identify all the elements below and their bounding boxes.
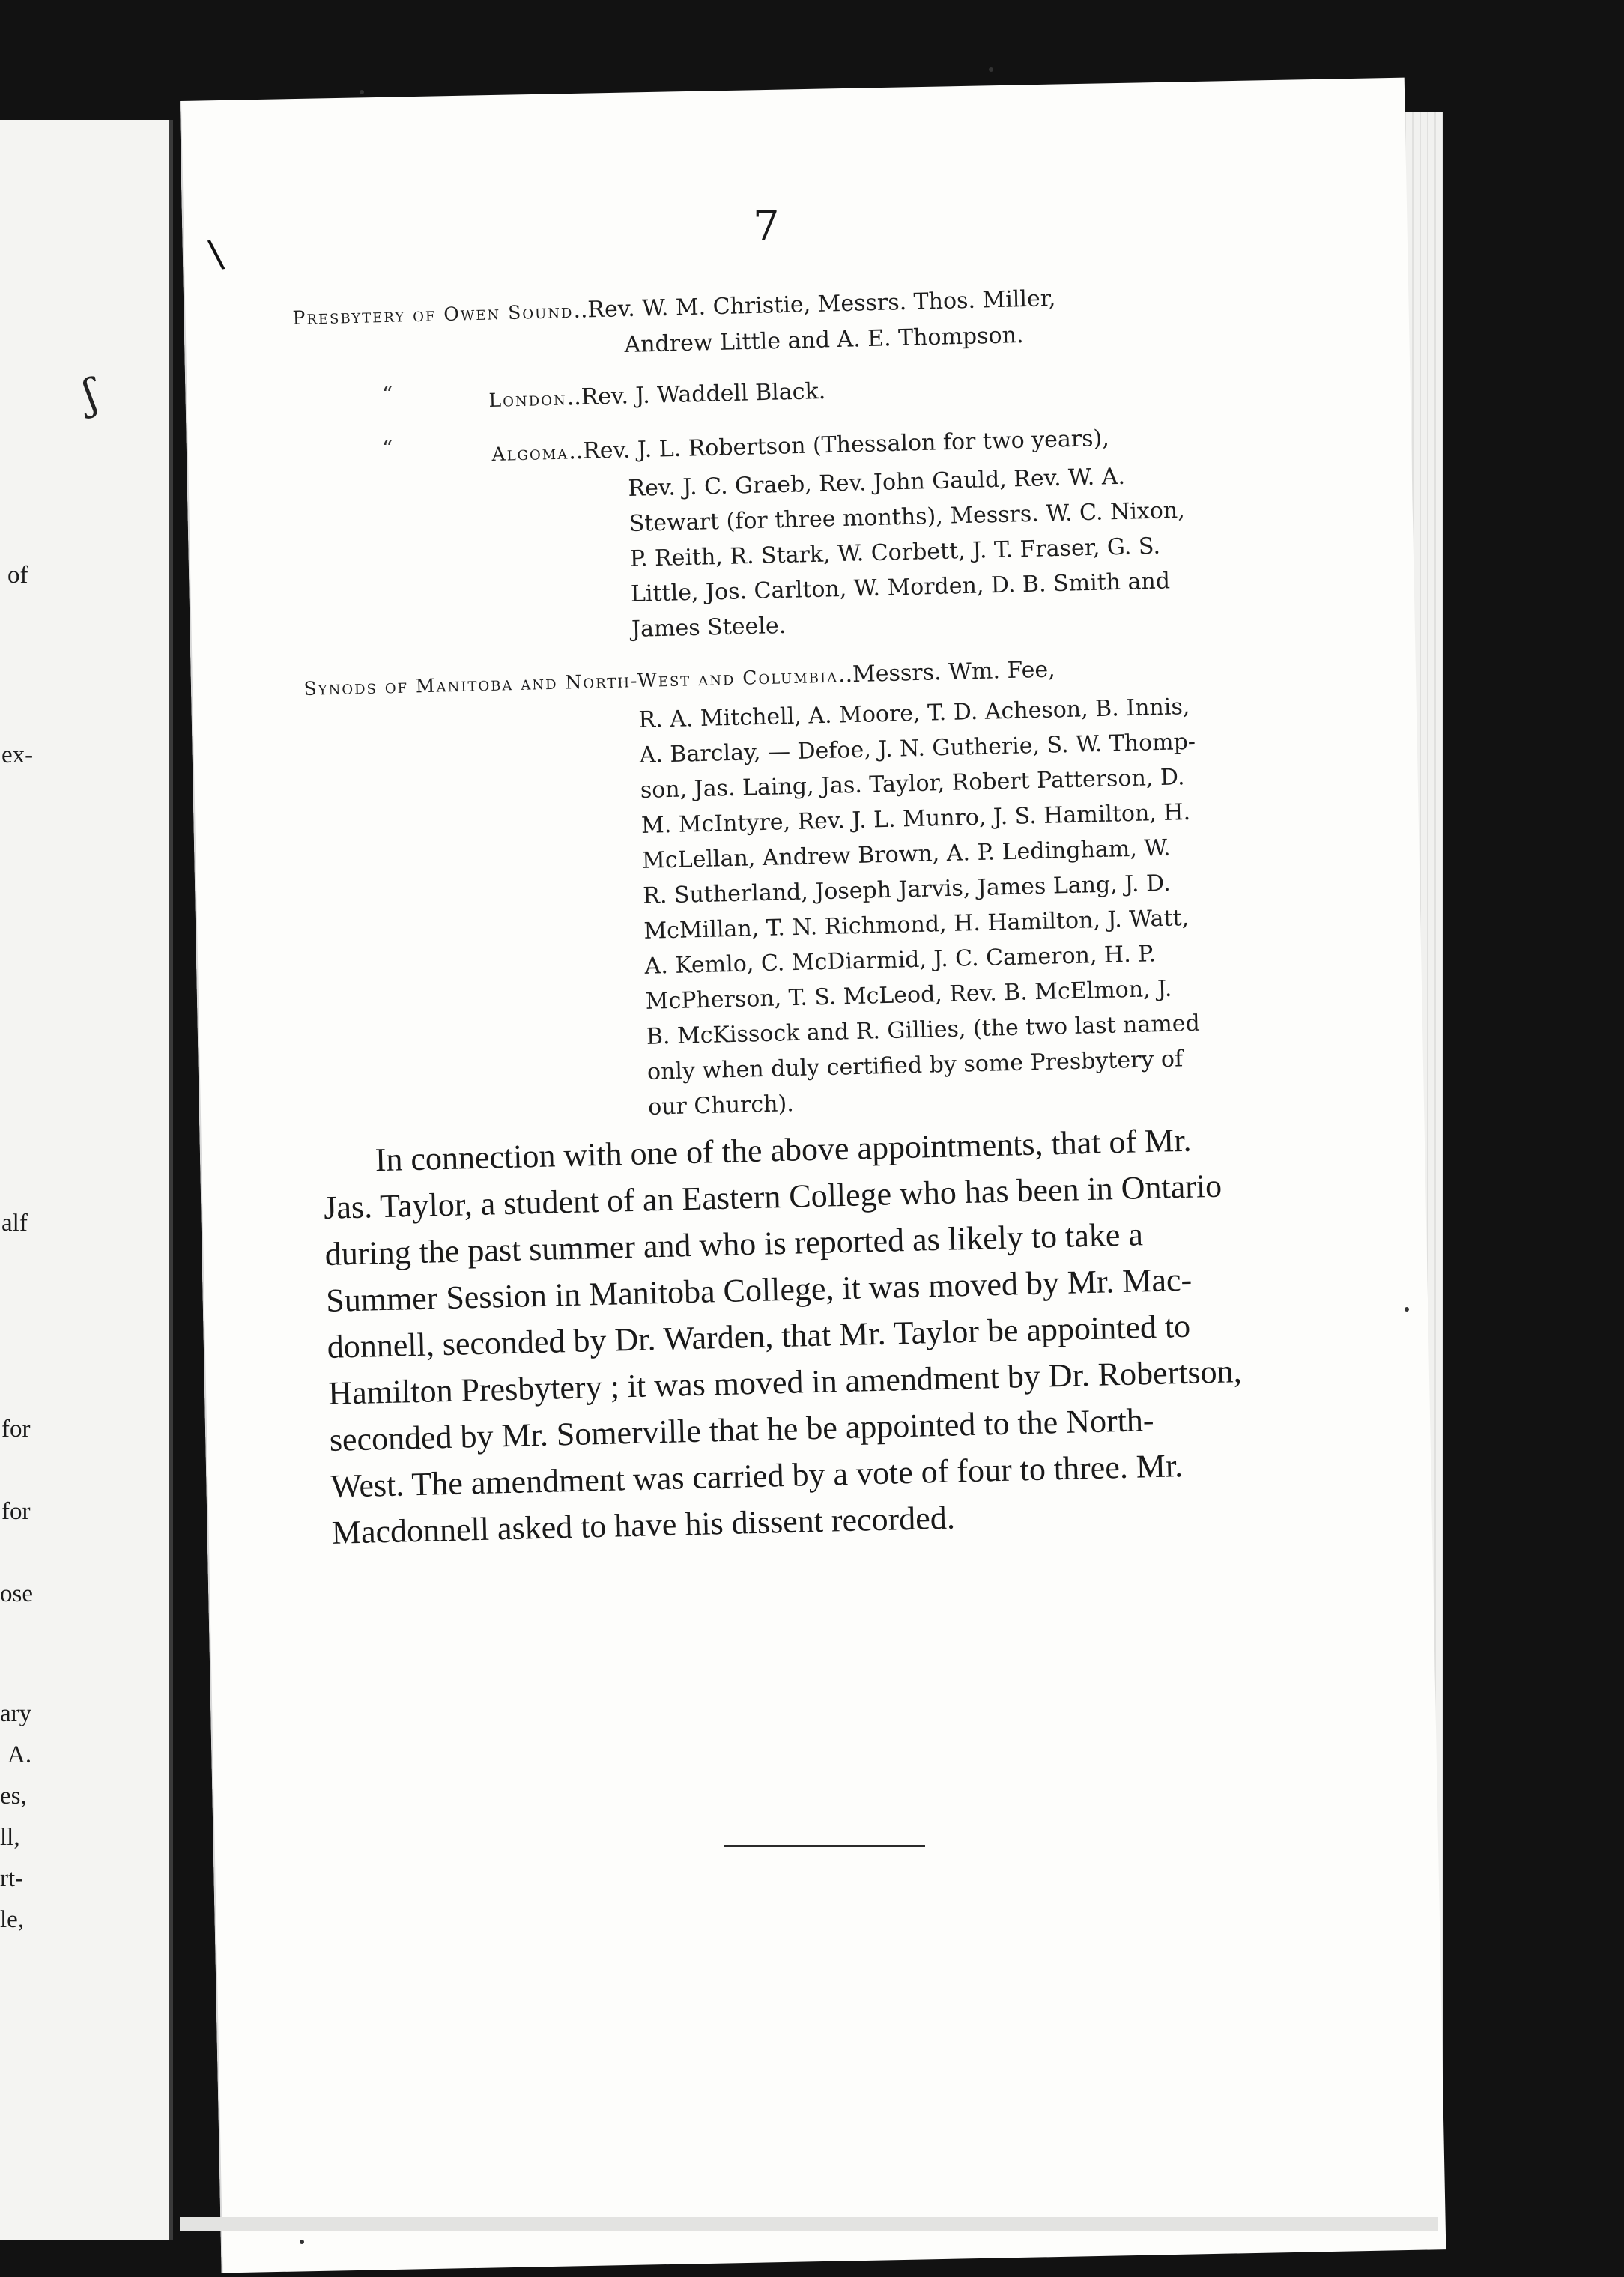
entry-text: ..Rev. J. Waddell Black. — [566, 378, 826, 411]
left-fragment: for — [1, 1416, 31, 1443]
left-fragment: ll, — [0, 1824, 20, 1851]
entry-text: McLellan, Andrew Brown, A. P. Ledingham, W. — [641, 834, 1171, 874]
left-fragment: A. — [7, 1741, 32, 1768]
left-fragment: ex- — [1, 742, 34, 768]
entry-text: son, Jas. Laing, Jas. Taylor, Robert Patterson, D. — [640, 764, 1185, 804]
entry-text: ..Messrs. Wm. Fee, — [837, 656, 1056, 688]
entry-algoma-cont — [628, 458, 1188, 647]
entry-text: ..Rev. J. L. Robertson (Thessalon for two years), — [568, 425, 1110, 465]
paragraph-line: seconded by Mr. Somerville that he be appointed to the North- — [329, 1401, 1155, 1458]
entry-text: James Steele. — [631, 612, 787, 643]
left-page — [0, 120, 173, 2240]
entry-text: A. Barclay, — Defoe, J. N. Gutherie, S. W. Thomp- — [639, 728, 1196, 768]
paragraph-line: Macdonnell asked to have his dissent recorded. — [331, 1499, 956, 1551]
left-fragment: le, — [0, 1906, 25, 1933]
entry-text: Andrew Little and A. E. Thompson. — [624, 321, 1024, 358]
entry-text: McMillan, T. N. Richmond, H. Hamilton, J. Watt, — [643, 905, 1190, 945]
left-fragment: ary — [0, 1700, 32, 1727]
entry-label: London — [488, 387, 567, 411]
entry-text: our Church). — [647, 1091, 795, 1121]
page-number: 7 — [753, 202, 780, 251]
entry-text: B. McKissock and R. Gillies, (the two last named — [646, 1010, 1201, 1050]
ditto-mark: “ — [382, 382, 393, 407]
entry-text: M. McIntyre, Rev. J. L. Munro, J. S. Hamilton, H. — [640, 799, 1191, 839]
left-fragment: of — [7, 562, 28, 589]
left-fragment: es, — [0, 1783, 27, 1810]
entry-text: Little, Jos. Carlton, W. Morden, D. B. Smith and — [630, 568, 1171, 607]
dust-speck — [989, 67, 993, 72]
minutes-paragraph — [322, 1115, 1306, 1556]
handwritten-mark: ʃ — [79, 369, 101, 420]
paragraph-line: donnell, seconded by Dr. Warden, that Mr. Taylor be appointed to — [327, 1307, 1191, 1365]
entry-text: A. Kemlo, C. McDiarmid, J. C. Cameron, H. P. — [644, 941, 1157, 980]
dust-speck — [360, 90, 364, 94]
paragraph-line: during the past summer and who is reported as likely to take a — [324, 1216, 1144, 1273]
paragraph-line: Hamilton Presbytery ; it was moved in amendment by Dr. Robertson, — [327, 1353, 1243, 1412]
entry-text: Stewart (for three months), Messrs. W. C. Nixon, — [628, 497, 1186, 537]
entry-text: ..Rev. W. M. Christie, Messrs. Thos. Miller, — [572, 285, 1056, 324]
left-fragment: for — [1, 1498, 31, 1525]
paragraph-line: In connection with one of the above appointments, that of Mr. — [375, 1121, 1192, 1179]
closing-rule — [724, 1845, 925, 1847]
left-fragment: ose — [0, 1580, 33, 1607]
entry-text: McPherson, T. S. McLeod, Rev. B. McElmon, J. — [645, 975, 1172, 1015]
entry-label: Algoma — [491, 441, 569, 465]
entry-text: P. Reith, R. Stark, W. Corbett, J. T. Fraser, G. S. — [629, 533, 1161, 572]
handwritten-tick: \ — [206, 231, 226, 277]
entry-text: R. A. Mitchell, A. Moore, T. D. Acheson, B. Innis, — [638, 694, 1190, 733]
dust-speck — [300, 2240, 304, 2244]
paragraph-line: Jas. Taylor, a student of an Eastern College who has been in Ontario — [323, 1167, 1222, 1226]
entry-text: R. Sutherland, Joseph Jarvis, James Lang, J. D. — [642, 870, 1171, 909]
ditto-mark: “ — [382, 436, 393, 461]
entry-synods-cont — [638, 689, 1205, 1125]
dust-speck — [1405, 1307, 1409, 1312]
left-fragment: rt- — [0, 1865, 24, 1892]
entry-text: only when duly certified by some Presbytery of — [646, 1046, 1184, 1085]
entry-text: Rev. J. C. Graeb, Rev. John Gauld, Rev. W. A. — [628, 463, 1126, 502]
page-bottom-edge — [180, 2217, 1438, 2231]
entry-label: Synods of Manitoba and North-West and Columbia — [303, 664, 839, 700]
left-fragment: alf — [1, 1210, 28, 1237]
paragraph-line: West. The amendment was carried by a vote of four to three. Mr. — [330, 1447, 1184, 1505]
entry-label: Presbytery of Owen Sound — [292, 300, 574, 329]
paragraph-line: Summer Session in Manitoba College, it was moved by Mr. Mac- — [325, 1261, 1193, 1319]
